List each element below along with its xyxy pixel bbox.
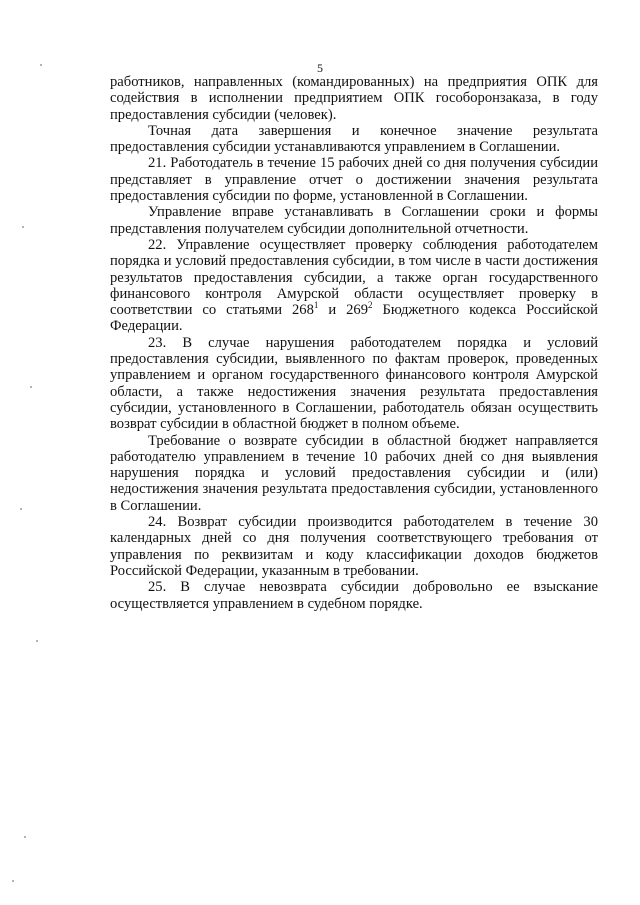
paragraph-additional-reporting: Управление вправе устанавливать в Соглашении сроки и формы представления получателем субсидии дополнительной отчетности. <box>110 204 598 237</box>
scan-speck <box>36 640 38 642</box>
article-ref-conjunction: и <box>328 302 337 319</box>
paragraph-22-text: 22. Управление осуществляет проверку соблюдения работодателем порядка и условий предоставления субсидии, в том числе в части достижения результатов предоставления субсидии, а также орган государственного финансового контроля Амурской области осуществляет проверку в соответствии со статьями <box>110 236 598 319</box>
scan-speck <box>40 64 42 66</box>
paragraph-21: 21. Работодатель в течение 15 рабочих дней со дня получения субсидии представляет в управление отчет о достижении значения результата предоставления субсидии по форме, установленной в Соглашении. <box>110 155 598 205</box>
article-ref-2: 269 <box>346 302 368 319</box>
paragraph-23: 23. В случае нарушения работодателем порядка и условий предоставления субсидии, выявленного по фактам проверок, проведенных управлением и органом государственного финансового контроля Амурской области, а также недостижения значения результата предоставления субсидии, установленного в Соглашении, работодатель обязан осуществить возврат субсидии в областной бюджет в полном объеме. <box>110 334 598 433</box>
article-ref-1-sup: 1 <box>313 300 319 311</box>
paragraph-25: 25. В случае невозврата субсидии добровольно ее взыскание осуществляется управлением в судебном порядке. <box>110 579 598 612</box>
scan-speck <box>20 508 22 510</box>
paragraph-22 <box>110 237 598 335</box>
article-ref-1: 268 <box>292 302 314 319</box>
page-number: 5 <box>317 61 323 75</box>
paragraph-result-date: Точная дата завершения и конечное значение результата предоставления субсидии устанавливаются управлением в Соглашении. <box>110 122 598 156</box>
paragraph-refund-request: Требование о возврате субсидии в областной бюджет направляется работодателю управлением в течение 10 рабочих дней со дня выявления нарушения порядка и условий предоставления субсидии и (или) недостижения значения результата предоставления субсидии, установленного в Соглашении. <box>110 432 598 514</box>
article-ref-2-sup: 2 <box>368 300 373 311</box>
document-body <box>110 74 598 612</box>
scan-speck <box>22 226 24 228</box>
paragraph-24: 24. Возврат субсидии производится работодателем в течение 30 календарных дней со дня получения соответствующего требования от управления по реквизитам и коду классификации доходов бюджетов Российской Федерации, указанным в требовании. <box>110 514 598 579</box>
paragraph-22-tail: Бюджетного кодекса Российской Федерации. <box>110 302 598 335</box>
scan-speck <box>12 880 14 882</box>
scan-speck <box>30 386 32 388</box>
paragraph-continuation: работников, направленных (командированных) на предприятия ОПК для содействия в исполнении предприятием ОПК гособоронзаказа, в году предоставления субсидии (человек). <box>110 74 598 123</box>
scan-speck <box>24 836 26 838</box>
